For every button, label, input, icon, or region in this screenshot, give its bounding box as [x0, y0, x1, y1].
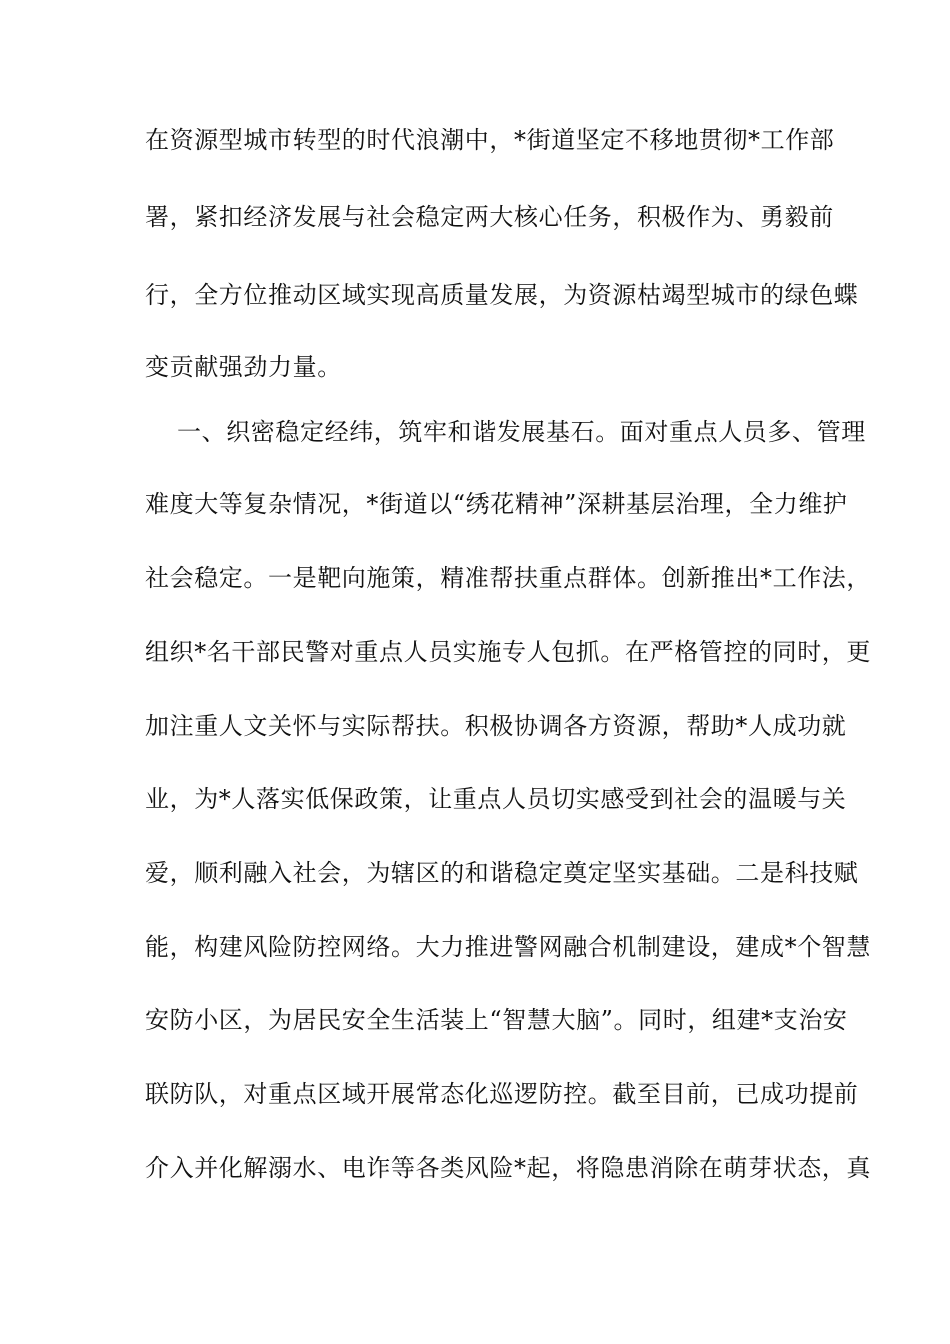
paragraph-line: 难度大等复杂情况，*街道以“绣花精神”深耕基层治理，全力维护 [145, 490, 848, 518]
paragraph-line: 变贡献强劲力量。 [145, 353, 342, 381]
paragraph-line: 安防小区，为居民安全生活装上“智慧大脑”。同时，组建*支治安 [145, 1006, 848, 1034]
paragraph-line: 在资源型城市转型的时代浪潮中，*街道坚定不移地贯彻*工作部 [145, 126, 835, 154]
paragraph-line: 业，为*人落实低保政策，让重点人员切实感受到社会的温暖与关 [145, 785, 847, 813]
paragraph-line: 联防队，对重点区域开展常态化巡逻防控。截至目前，已成功提前 [145, 1080, 859, 1108]
paragraph-line: 能，构建风险防控网络。大力推进警网融合机制建设，建成*个智慧 [145, 933, 871, 961]
paragraph-line: 署，紧扣经济发展与社会稳定两大核心任务，积极作为、勇毅前 [145, 203, 834, 231]
paragraph-line: 组织*名干部民警对重点人员实施专人包抓。在严格管控的同时，更 [145, 638, 871, 666]
paragraph-line: 介入并化解溺水、电诈等各类风险*起，将隐患消除在萌芽状态，真 [145, 1154, 871, 1182]
paragraph-line: 行，全方位推动区域实现高质量发展，为资源枯竭型城市的绿色蝶 [145, 281, 859, 309]
paragraph-line: 爱，顺利融入社会，为辖区的和谐稳定奠定坚实基础。二是科技赋 [145, 859, 859, 887]
paragraph-line: 加注重人文关怀与实际帮扶。积极协调各方资源，帮助*人成功就 [145, 712, 847, 740]
paragraph-line: 社会稳定。一是靶向施策，精准帮扶重点群体。创新推出*工作法， [145, 564, 871, 592]
section-heading-line: 一、织密稳定经纬，筑牢和谐发展基石。面对重点人员多、管理 [177, 418, 866, 446]
